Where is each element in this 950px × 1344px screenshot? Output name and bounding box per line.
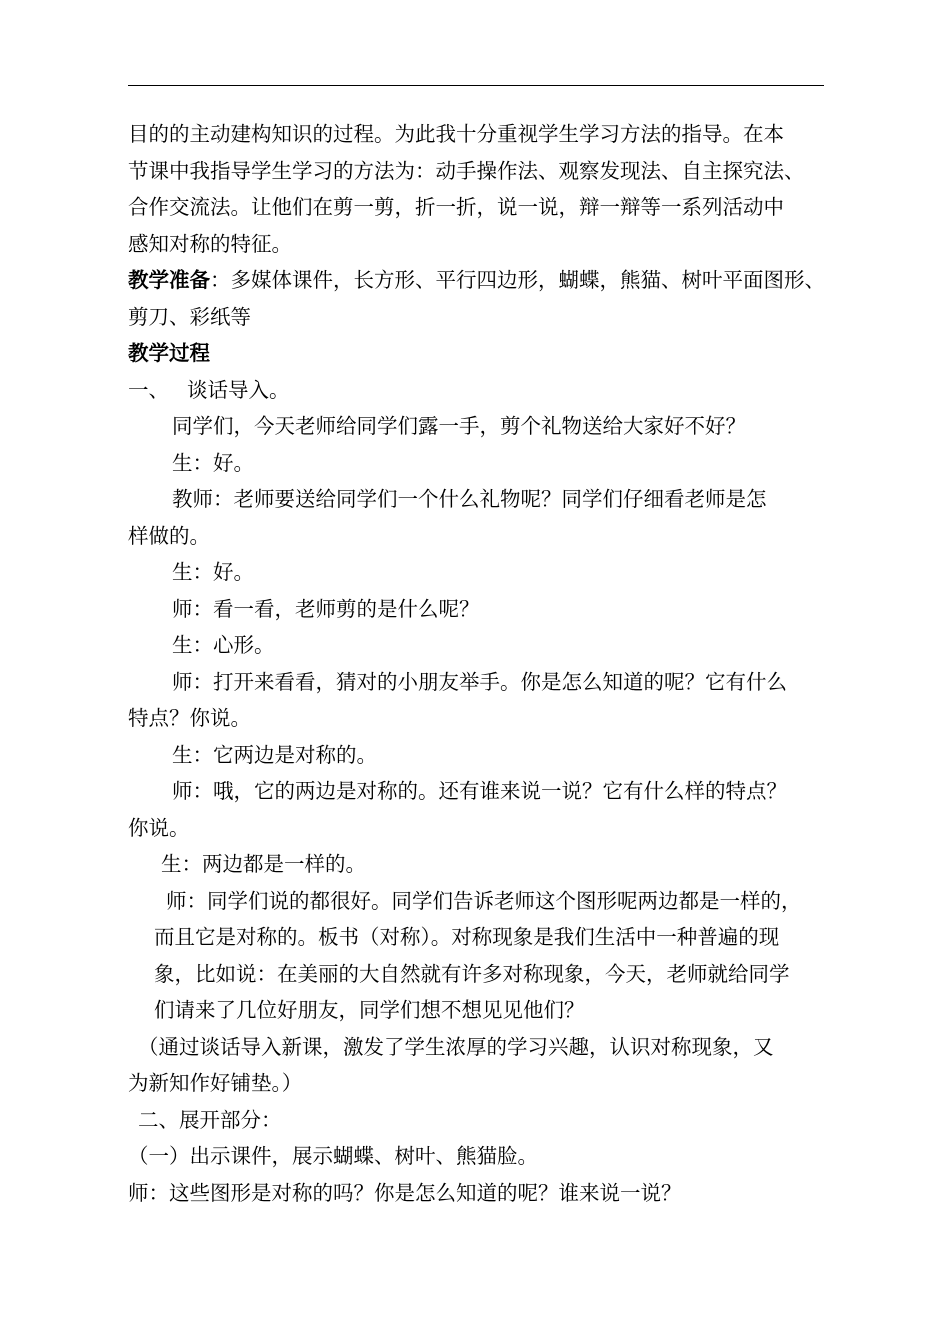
dialogue-line: 生：心形。	[172, 633, 275, 657]
prep-label: 教学准备	[128, 268, 210, 292]
dialogue-line: （通过谈话导入新课，激发了学生浓厚的学习兴趣，认识对称现象，又	[138, 1034, 774, 1059]
process-heading: 教学过程	[128, 341, 210, 365]
dialogue-line: 们请来了几位好朋友，同学们想不想见见他们？	[154, 998, 585, 1022]
prep-text: ：多媒体课件，长方形、平行四边形，蝴蝶，熊猫、树叶平面图形、	[210, 268, 825, 292]
section-1-number: 一、	[128, 377, 169, 402]
dialogue-line: 生：好。	[172, 560, 254, 584]
dialogue-line: 师：哦，它的两边是对称的。还有谁来说一说？它有什么样的特点？	[172, 779, 787, 803]
section-2-heading: 二、展开部分：	[138, 1107, 282, 1132]
dialogue-line: 生：它两边是对称的。	[172, 742, 377, 767]
dialogue-line: 样做的。	[128, 523, 210, 548]
dialogue-line: 教师：老师要送给同学们一个什么礼物呢？同学们仔细看老师是怎	[172, 487, 767, 511]
section-2-question: 师：这些图形是对称的吗？你是怎么知道的呢？谁来说一说？	[128, 1180, 682, 1205]
dialogue-line: 特点？你说。	[128, 706, 251, 730]
dialogue-line: 你说。	[128, 815, 190, 840]
section-1-title: 谈话导入。	[187, 377, 290, 402]
header-rule	[128, 85, 824, 86]
intro-line-2: 节课中我指导学生学习的方法为：动手操作法、观察发现法、自主探究法、	[128, 158, 805, 183]
dialogue-line: 象，比如说：在美丽的大自然就有许多对称现象，今天，老师就给同学	[154, 961, 790, 986]
intro-line-3: 合作交流法。让他们在剪一剪，折一折，说一说，辩一辩等一系列活动中	[128, 195, 784, 219]
prep-line-2: 剪刀、彩纸等	[128, 304, 251, 329]
dialogue-line: 生：好。	[172, 450, 254, 475]
dialogue-line: 生：两边都是一样的。	[161, 852, 366, 876]
prep-line-1	[128, 262, 840, 299]
dialogue-line: 师：打开来看看，猜对的小朋友举手。你是怎么知道的呢？它有什么	[172, 669, 787, 694]
dialogue-line: 为新知作好铺垫。）	[128, 1071, 303, 1095]
section-2-sub-1: （一）出示课件，展示蝴蝶、树叶、熊猫脸。	[128, 1144, 538, 1168]
dialogue-line: 师：看一看，老师剪的是什么呢？	[172, 596, 480, 621]
dialogue-line: 同学们，今天老师给同学们露一手，剪个礼物送给大家好不好？	[172, 414, 746, 438]
document-body	[128, 116, 840, 1211]
intro-line-1: 目的的主动建构知识的过程。为此我十分重视学生学习方法的指导。在本	[128, 122, 784, 146]
dialogue-line: 而且它是对称的。板书（对称）。对称现象是我们生活中一种普遍的现	[154, 925, 780, 949]
intro-line-4: 感知对称的特征。	[128, 231, 292, 256]
section-1-heading	[128, 372, 840, 409]
dialogue-line: 师：同学们说的都很好。同学们告诉老师这个图形呢两边都是一样的，	[166, 888, 802, 913]
